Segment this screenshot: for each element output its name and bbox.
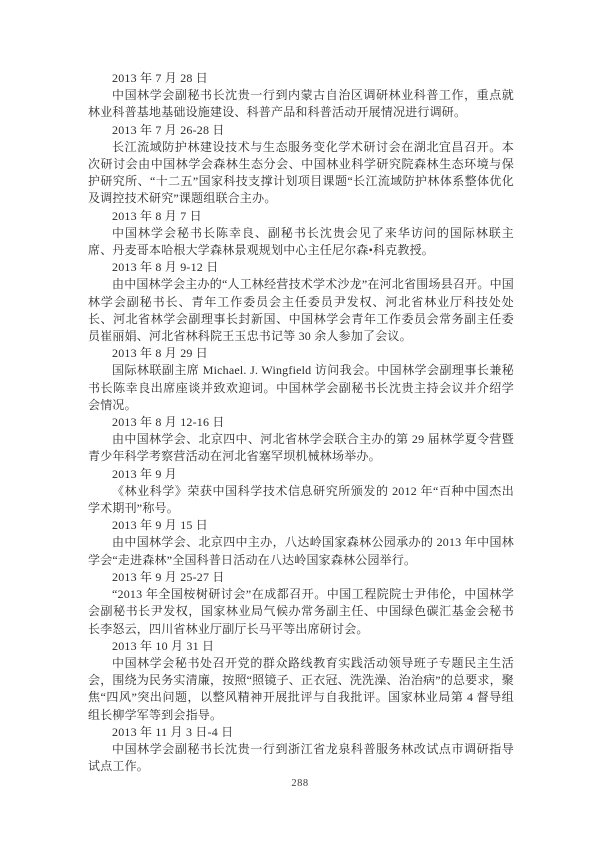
- entry-date: 2013 年 11 月 3 日-4 日: [112, 724, 234, 739]
- chronicle-entry: [88, 345, 514, 414]
- entry-date: 2013 年 9 月: [112, 466, 178, 481]
- chronicle-entry: [88, 638, 514, 724]
- entry-body: 长江流域防护林建设技术与生态服务变化学术研讨会在湖北宜昌召开。本次研讨会由中国林学会森林生态分会、中国林业科学研究院森林生态环境与保护研究所、“十二五”国家科技支撑计划项目课题“长江流域防护林体系整体优化及调控技术研究”课题组联合主办。: [88, 139, 514, 206]
- entry-date: 2013 年 8 月 29 日: [112, 346, 209, 361]
- chronicle-entry: [88, 569, 514, 638]
- entry-body: 由中国林学会主办的“人工林经营技术学术沙龙”在河北省围场县召开。中国林学会副秘书长、青年工作委员会主任委员尹发权、河北省林业厅科技处处长、河北省林学会副理事长封新国、中国林学会青年工作委员会常务副主任委员崔丽娟、河北省林科院王玉忠书记等 30 余人参加了会议。: [88, 277, 514, 344]
- chronicle-entry: [88, 208, 514, 260]
- entry-date: 2013 年 9 月 25-27 日: [112, 569, 225, 584]
- entry-body: 中国林学会秘书处召开党的群众路线教育实践活动领导班子专题民主生活会，围绕为民务实清廉，按照“照镜子、正衣冠、洗洗澡、治治病”的总要求，聚焦“四风”突出问题，以整风精神开展批评与自我批评。国家林业局第 4 督导组组长柳学军等到会指导。: [88, 655, 514, 722]
- entry-date: 2013 年 10 月 31 日: [112, 638, 215, 653]
- page-number: 288: [291, 778, 309, 789]
- chronicle-entry: [88, 414, 514, 466]
- chronicle-entries: [88, 70, 514, 775]
- chronicle-entry: [88, 122, 514, 208]
- chronicle-entry: [88, 466, 514, 518]
- chronicle-entry: [88, 724, 514, 776]
- entry-date: 2013 年 9 月 15 日: [112, 518, 209, 533]
- entry-body: “2013 年全国桉树研讨会”在成都召开。中国工程院院士尹伟伦，中国林学会副秘书长尹发权，国家林业局气候办常务副主任、中国绿色碳汇基金会秘书长李怒云，四川省林业厅副厅长马平等出席研讨会。: [88, 587, 514, 636]
- entry-body: 《林业科学》荣获中国科学技术信息研究所颁发的 2012 年“百种中国杰出学术期刊”称号。: [88, 483, 514, 516]
- entry-date: 2013 年 8 月 12-16 日: [112, 415, 225, 430]
- entry-date: 2013 年 8 月 9-12 日: [112, 260, 219, 275]
- entry-body: 国际林联副主席 Michael. J. Wingfield 访问我会。中国林学会副理事长兼秘书长陈幸良出席座谈并致欢迎词。中国林学会副秘书长沈贵主持会议并介绍学会情况。: [88, 363, 514, 412]
- entry-date: 2013 年 8 月 7 日: [112, 208, 202, 223]
- entry-date: 2013 年 7 月 28 日: [112, 71, 209, 85]
- chronicle-entry: [88, 517, 514, 569]
- entry-body: 由中国林学会、北京四中、河北省林学会联合主办的第 29 届林学夏令营暨青少年科学考察营活动在河北省塞罕坝机械林场举办。: [88, 432, 514, 464]
- chronicle-entry: [88, 70, 514, 122]
- chronicle-entry: [88, 259, 514, 345]
- entry-body: 中国林学会副秘书长沈贵一行到浙江省龙泉科普服务林改试点市调研指导试点工作。: [88, 741, 514, 774]
- entry-body: 中国林学会秘书长陈幸良、副秘书长沈贵会见了来华访问的国际林联主席、丹麦哥本哈根大学森林景观规划中心主任尼尔森•科克教授。: [88, 225, 514, 258]
- entry-date: 2013 年 7 月 26-28 日: [112, 122, 225, 137]
- entry-body: 中国林学会副秘书长沈贵一行到内蒙古自治区调研林业科普工作，重点就林业科普基地基础设施建设、科普产品和科普活动开展情况进行调研。: [88, 88, 514, 120]
- entry-body: 由中国林学会、北京四中主办，八达岭国家森林公园承办的 2013 年中国林学会“走进森林”全国科普日活动在八达岭国家森林公园举行。: [88, 535, 514, 567]
